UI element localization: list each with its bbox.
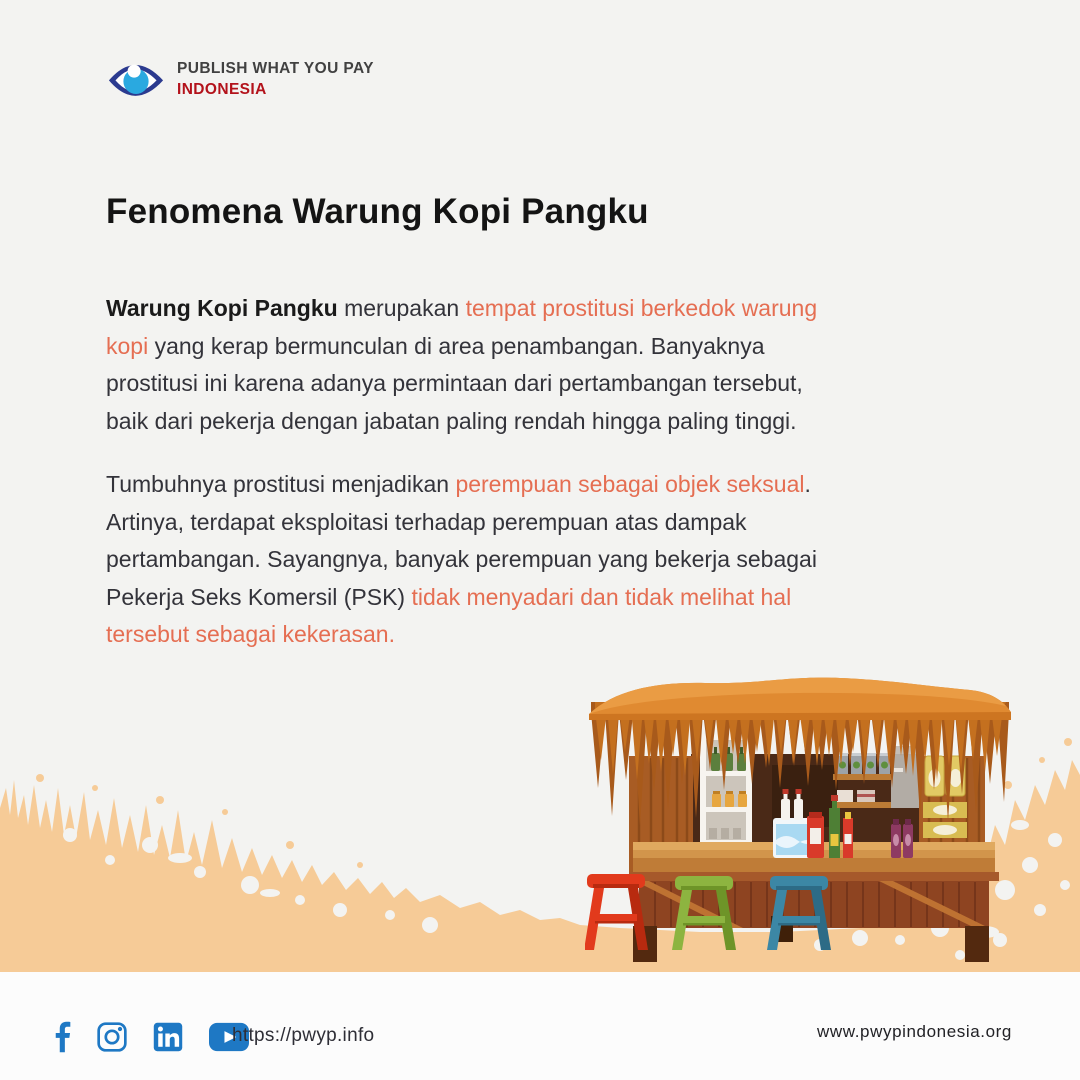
logo-country: INDONESIA — [177, 80, 267, 98]
social-links — [52, 1020, 250, 1054]
linkedin-icon[interactable] — [152, 1021, 184, 1053]
text-segment: yang kerap bermunculan di area penambangan. Banyaknya prostitusi ini karena adanya permintaan dari pertambangan tersebut, baik dari pekerja dengan jabatan paling rendah hingga paling tinggi. — [106, 332, 803, 434]
text-segment: tidak menyadari dan tidak melihat hal tersebut sebagai kekerasan. — [106, 583, 792, 647]
header-logo — [108, 56, 374, 103]
logo-org-name: PUBLISH WHAT YOU PAY — [177, 60, 374, 78]
text-segment: merupakan — [337, 295, 466, 321]
text-segment: tempat prostitusi berkedok warung kopi — [106, 295, 818, 359]
facebook-icon[interactable] — [52, 1020, 72, 1054]
pwyp-eye-logo-icon — [108, 56, 164, 103]
page-title: Fenomena Warung Kopi Pangku — [106, 192, 649, 231]
warung-kopi-stall-illustration — [585, 668, 1015, 968]
footer — [0, 972, 1080, 1080]
text-segment: Warung Kopi Pangku — [106, 295, 338, 321]
instagram-icon[interactable] — [96, 1021, 128, 1053]
text-segment: perempuan sebagai objek seksual — [455, 471, 805, 497]
paragraph-1 — [106, 290, 818, 440]
text-segment: Tumbuhnya prostitusi menjadikan — [106, 471, 456, 497]
text-segment: . Artinya, terdapat eksploitasi terhadap perempuan atas dampak pertambangan. Sayangnya, banyak perempuan yang bekerja sebagai Pekerja Seks Komersil (PSK) — [106, 471, 817, 610]
stool-red — [585, 874, 648, 950]
website-url[interactable]: www.pwypindonesia.org — [817, 1022, 1012, 1041]
site-url-link[interactable]: https://pwyp.info — [232, 1025, 375, 1046]
